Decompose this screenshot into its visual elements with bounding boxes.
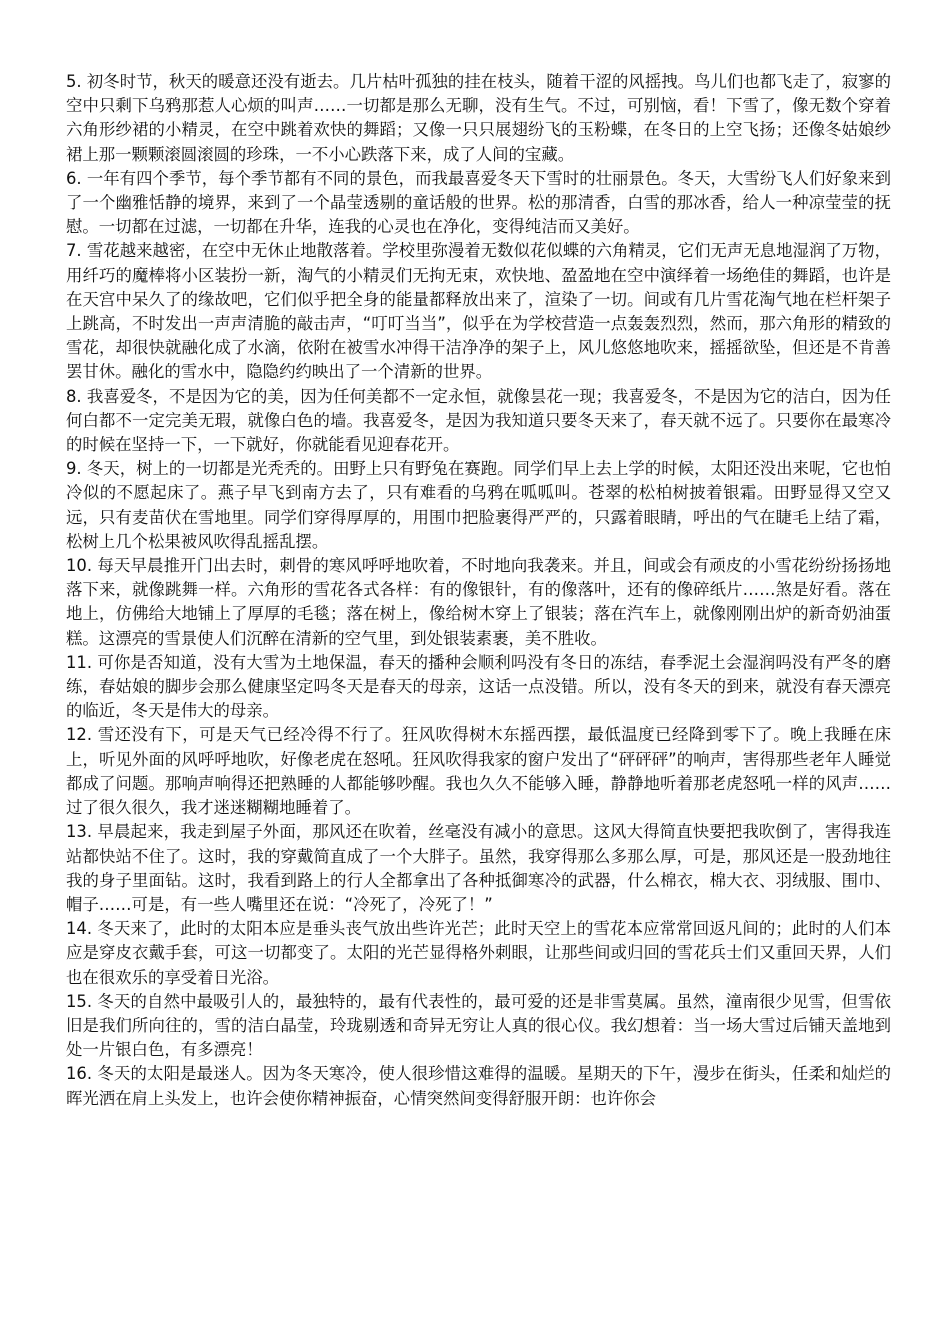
paragraph-14: 14. 冬天来了，此时的太阳本应是垂头丧气放出些许光芒；此时天空上的雪花本应常常回返凡间的；此时的人们本应是穿皮衣戴手套，可这一切都变了。太阳的光芒显得格外刺眼，让那些间或归回的雪花兵士们又重回天界，人们也在很欢乐的享受着日光浴。 [66, 919, 891, 987]
paragraph-11: 11. 可你是否知道，没有大雪为土地保温，春天的播种会顺利吗没有冬日的冻结，春季泥土会湿润吗没有严冬的磨练，春姑娘的脚步会那么健康坚定吗冬天是春天的母亲，这话一点没错。所以，没有冬天的到来，就没有春天漂亮的临近，冬天是伟大的母亲。 [66, 652, 891, 721]
document-body [66, 70, 891, 1111]
paragraph-12: 12. 雪还没有下，可是天气已经冷得不行了。狂风吹得树木东摇西摆，最低温度已经降到零下了。晚上我睡在床上，听见外面的风呼呼地吹，好像老虎在怒吼。狂风吹得我家的窗户发出了“砰砰砰”的响声，害得那些老年人睡觉都成了问题。那响声响得还把熟睡的人都能够吵醒。我也久久不能够入睡，静静地听着那老虎怒吼一样的风声……过了很久很久，我才迷迷糊糊地睡着了。 [66, 725, 891, 818]
paragraph-10: 10. 每天早晨推开门出去时，刺骨的寒风呼呼地吹着，不时地向我袭来。并且，间或会有顽皮的小雪花纷纷扬扬地落下来，就像跳舞一样。六角形的雪花各式各样：有的像银针，有的像落叶，还有的像碎纸片……煞是好看。落在地上，仿佛给大地铺上了厚厚的毛毯；落在树上，像给树木穿上了银装；落在汽车上，就像刚刚出炉的新奇奶油蛋糕。这漂亮的雪景使人们沉醉在清新的空气里，到处银装素裹，美不胜收。 [66, 556, 891, 648]
paragraph-8: 8. 我喜爱冬，不是因为它的美，因为任何美都不一定永恒，就像昙花一现；我喜爱冬，不是因为它的洁白，因为任何白都不一定完美无瑕，就像白色的墙。我喜爱冬，是因为我知道只要冬天来了，春天就不远了。只要你在最寒冷的时候在坚持一下，一下就好，你就能看见迎春花开。 [66, 386, 891, 455]
paragraph-6: 6. 一年有四个季节，每个季节都有不同的景色，而我最喜爱冬天下雪时的壮丽景色。冬天，大雪纷飞人们好象来到了一个幽雅恬静的境界，来到了一个晶莹透剔的童话般的世界。松的那清香，白雪的那冰香，给人一种凉莹莹的抚慰。一切都在过滤，一切都在升华，连我的心灵也在净化，变得纯洁而又美好。 [66, 168, 891, 237]
paragraph-16: 16. 冬天的太阳是最迷人。因为冬天寒冷，使人很珍惜这难得的温暖。星期天的下午，漫步在街头，任柔和灿烂的晖光洒在肩上头发上，也许会使你精神振奋，心情突然间变得舒服开朗：也许你会 [66, 1064, 891, 1108]
paragraph-15: 15. 冬天的自然中最吸引人的，最独特的，最有代表性的，最可爱的还是非雪莫属。虽然，潼南很少见雪，但雪依旧是我们所向往的，雪的洁白晶莹，玲珑剔透和奇异无穷让人真的很心仪。我幻想着：当一场大雪过后铺天盖地到处一片银白色，有多漂亮！ [66, 991, 891, 1060]
paragraph-9: 9. 冬天，树上的一切都是光秃秃的。田野上只有野兔在赛跑。同学们早上去上学的时候，太阳还没出来呢，它也怕冷似的不愿起床了。燕子早飞到南方去了，只有难看的乌鸦在呱呱叫。苍翠的松柏树披着银霜。田野显得又空又远，只有麦苗伏在雪地里。同学们穿得厚厚的，用围巾把脸裹得严严的，只露着眼睛，呼出的气在睫毛上结了霜，松树上几个松果被风吹得乱摇乱摆。 [66, 459, 891, 551]
paragraph-5: 5. 初冬时节，秋天的暖意还没有逝去。几片枯叶孤独的挂在枝头，随着干涩的风摇拽。鸟儿们也都飞走了，寂寥的空中只剩下乌鸦那惹人心烦的叫声……一切都是那么无聊，没有生气。不过，可别恼，看！下雪了，像无数个穿着六角形纱裙的小精灵，在空中跳着欢快的舞蹈；又像一只只展翅纷飞的玉粉蝶，在冬日的上空飞扬；还像冬姑娘纱裙上那一颗颗滚圆滚圆的珍珠，一不小心跌落下来，成了人间的宝藏。 [66, 72, 891, 164]
paragraph-13: 13. 早晨起来，我走到屋子外面，那风还在吹着，丝毫没有减小的意思。这风大得简直快要把我吹倒了，害得我连站都快站不住了。这时，我的穿戴简直成了一个大胖子。虽然，我穿得那么多那么厚，可是，那风还是一股劲地往我的身子里面钻。这时，我看到路上的行人全都拿出了各种抵御寒冷的武器，什么棉衣，棉大衣、羽绒服、围巾、帽子……可是，有一些人嘴里还在说：“冷死了，冷死了！” [66, 822, 891, 914]
paragraph-7: 7. 雪花越来越密，在空中无休止地散落着。学校里弥漫着无数似花似蝶的六角精灵，它们无声无息地湿润了万物，用纤巧的魔棒将小区装扮一新，淘气的小精灵们无拘无束，欢快地、盈盈地在空中演绎着一场绝佳的舞蹈，也许是在天宫中呆久了的缘故吧，它们似乎把全身的能量都释放出来了，渲染了一切。间或有几片雪花淘气地在栏杆架子上跳高，不时发出一声声清脆的敲击声，“叮叮当当”，似乎在为学校营造一点轰轰烈烈，然而，那六角形的精致的雪花，却很快就融化成了水滴，依附在被雪水冲得干洁净净的架子上，风儿悠悠地吹来，摇摇欲坠，但还是不肯善罢甘休。融化的雪水中，隐隐约约映出了一个清新的世界。 [66, 241, 891, 382]
